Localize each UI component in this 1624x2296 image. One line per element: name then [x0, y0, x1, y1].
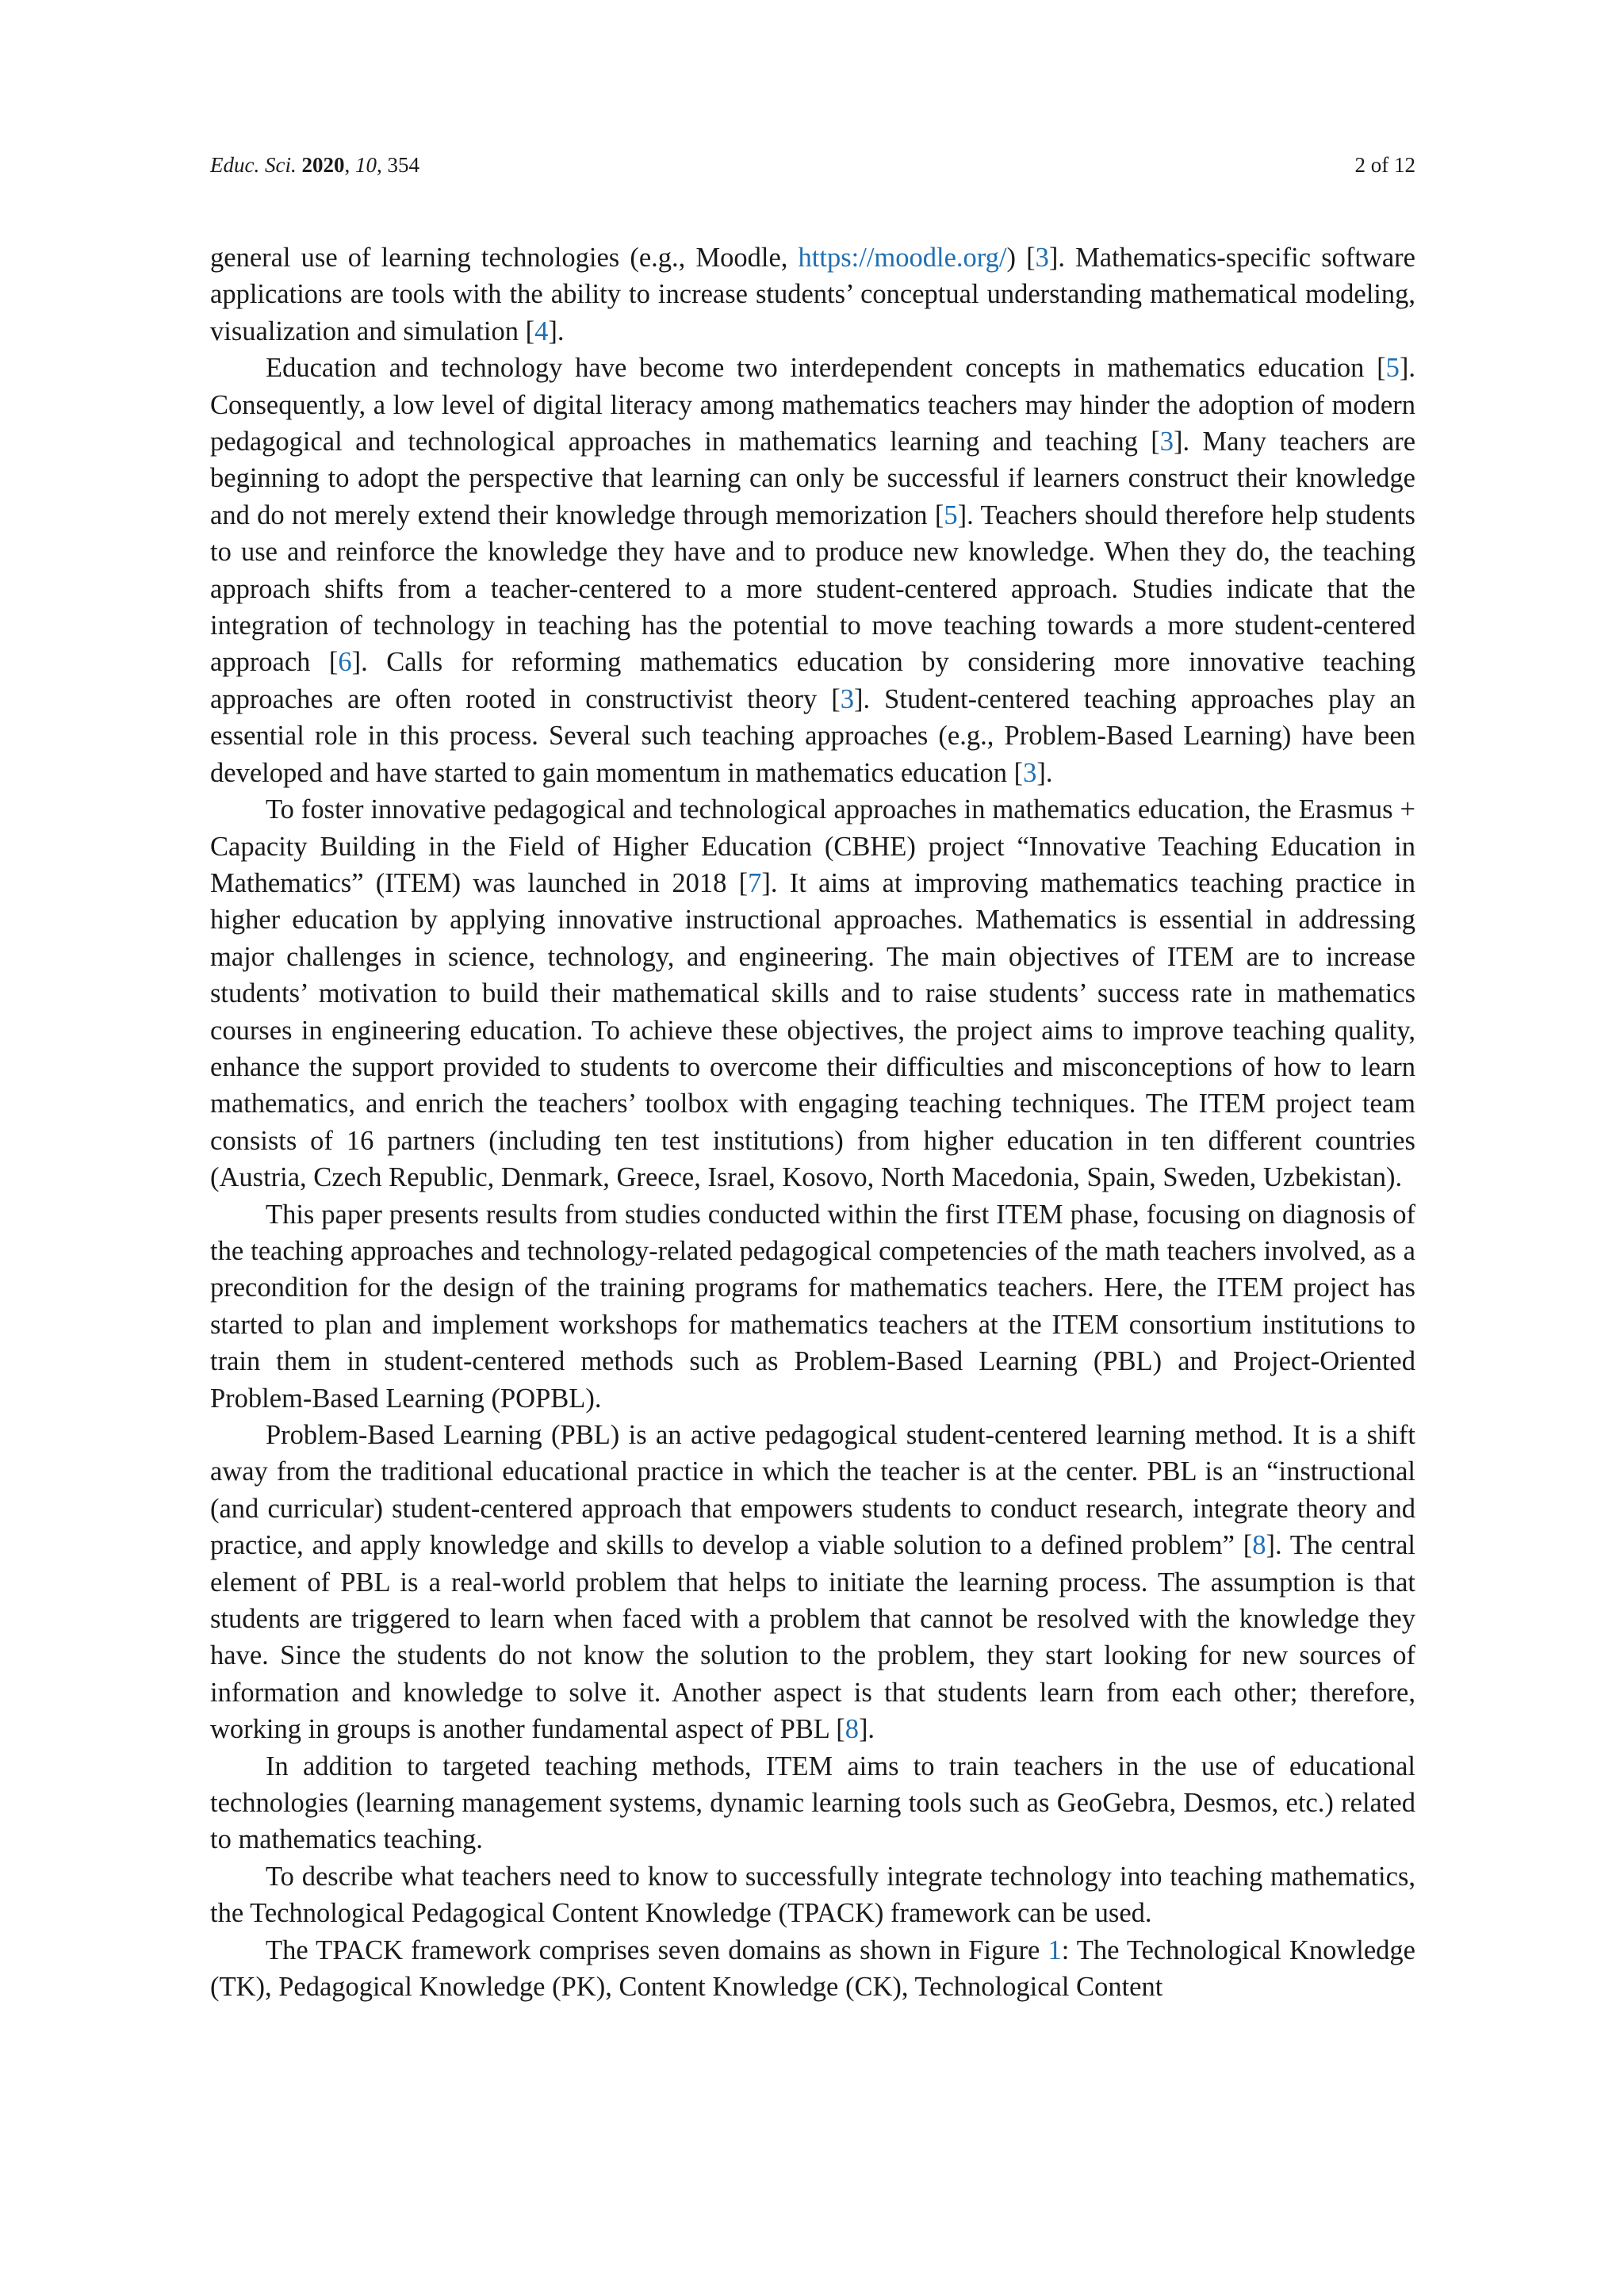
- text-run: To describe what teachers need to know to successfully integrate technology into teaching mathematics, the Technological Pedagogical Content Knowledge (TPACK) framework can be used.: [210, 1861, 1415, 1929]
- paragraph-8: [210, 1932, 1415, 2006]
- journal-abbrev-2: Sci.: [264, 153, 297, 177]
- text-run: ]. Many teachers are beginning to adopt the perspective that learning can only be successful if learners construct their knowledge and do not merely extend their knowledge through memorization [: [210, 427, 1416, 530]
- text-run: The TPACK framework comprises seven domains as shown in Figure: [266, 1934, 1048, 1965]
- text-run: : The Technological Knowledge (TK), Pedagogical Knowledge (PK), Content Knowledge (CK), Technological Content: [210, 1934, 1415, 2003]
- journal-year: 2020: [301, 153, 345, 177]
- journal-citation: Educ. Sci. 2020, 10, 354: [210, 153, 419, 177]
- text-run: ]. The central element of PBL is a real-world problem that helps to initiate the learning process. The assumption is that students are triggered to learn when faced with a problem that cannot be resolved with the knowledge they have. Since the students do not know the solution to the problem, they start looking for new sources of information and knowledge to solve it. Another aspect is that students learn from each other; therefore, working in groups is another fundamental aspect of PBL [: [210, 1530, 1416, 1745]
- citation-link[interactable]: 3: [1159, 427, 1174, 457]
- text-run: ]. Consequently, a low level of digital literacy among mathematics teachers may hinder the adoption of modern pedagogical and technological approaches in mathematics learning and teaching [: [210, 353, 1415, 457]
- citation-link[interactable]: 7: [748, 867, 762, 898]
- paragraph-4: [210, 1196, 1415, 1417]
- citation-link[interactable]: 1: [1048, 1934, 1062, 1965]
- citation-link[interactable]: 4: [534, 316, 549, 346]
- text-run: ].: [858, 1714, 875, 1745]
- paragraph-3: [210, 791, 1415, 1196]
- text-run: general use of learning technologies (e.g., Moodle,: [210, 243, 799, 273]
- running-header: [210, 151, 1415, 179]
- citation-link[interactable]: 3: [840, 683, 855, 714]
- citation-link[interactable]: 8: [845, 1714, 859, 1745]
- text-run: ].: [548, 316, 565, 346]
- paragraph-5: [210, 1417, 1415, 1748]
- citation-link[interactable]: 5: [944, 499, 958, 530]
- text-run: ) [: [1006, 243, 1036, 273]
- paragraph-6: [210, 1748, 1415, 1858]
- citation-link[interactable]: 3: [1023, 757, 1037, 788]
- paragraph-2: [210, 350, 1415, 791]
- text-run: ]. Mathematics-specific software applications are tools with the ability to increase students’ conceptual understanding mathematical modeling, visualization and simulation [: [210, 243, 1415, 346]
- citation-link[interactable]: 8: [1252, 1530, 1266, 1561]
- text-run: To foster innovative pedagogical and technological approaches in mathematics education, the Erasmus + Capacity Building in the Field of Higher Education (CBHE) project “Innovative Teaching Education in Mathematics” (ITEM) was launched in 2018 [: [210, 794, 1415, 898]
- paragraph-1: [210, 239, 1415, 350]
- body-text: [210, 239, 1415, 2006]
- moodle-link[interactable]: https://moodle.org/: [798, 243, 1007, 273]
- journal-volume: 10: [354, 153, 377, 177]
- journal-abbrev: Educ.: [210, 153, 260, 177]
- page-number: 2 of 12: [1354, 153, 1415, 177]
- text-run: This paper presents results from studies conducted within the first ITEM phase, focusing on diagnosis of the teaching approaches and technology-related pedagogical competencies of the math teachers involved, as a precondition for the design of the training programs for mathematics teachers. Here, the ITEM project has started to plan and implement workshops for mathematics teachers at the ITEM consortium institutions to train them in student-centered methods such as Problem-Based Learning (PBL) and Project-Oriented Problem-Based Learning (POPBL).: [210, 1199, 1415, 1414]
- paragraph-7: [210, 1858, 1415, 1932]
- text-run: ]. Calls for reforming mathematics education by considering more innovative teaching approaches are often rooted in constructivist theory [: [210, 647, 1415, 714]
- citation-link[interactable]: 5: [1385, 353, 1400, 384]
- text-run: ]. Teachers should therefore help students to use and reinforce the knowledge they have and to produce new knowledge. When they do, the teaching approach shifts from a teacher-centered to a more student-centered approach. Studies indicate that the integration of technology in teaching has the potential to move teaching towards a more student-centered approach [: [210, 499, 1415, 678]
- text-run: ]. Student-centered teaching approaches play an essential role in this process. Several such teaching approaches (e.g., Problem-Based Learning) have been developed and have started to gain momentum in mathematics education [: [210, 683, 1415, 788]
- text-run: ].: [1036, 757, 1053, 788]
- citation-link[interactable]: 3: [1035, 243, 1049, 273]
- text-run: Problem-Based Learning (PBL) is an active pedagogical student-centered learning method. It is a shift away from the traditional educational practice in which the teacher is at the center. PBL is an “instructional (and curricular) student-centered approach that empowers students to conduct research, integrate theory and practice, and apply knowledge and skills to develop a viable solution to a defined problem” [: [210, 1420, 1415, 1561]
- citation-link[interactable]: 6: [338, 647, 352, 678]
- text-run: Education and technology have become two interdependent concepts in mathematics education [: [266, 353, 1386, 384]
- article-number: , 354: [376, 153, 419, 177]
- text-run: ]. It aims at improving mathematics teaching practice in higher education by applying innovative instructional approaches. Mathematics is essential in addressing major challenges in science, technology, and engineering. The main objectives of ITEM are to increase students’ motivation to build their mathematical skills and to raise students’ success rate in mathematics courses in engineering education. To achieve these objectives, the project aims to improve teaching quality, enhance the support provided to students to overcome their difficulties and misconceptions of how to learn mathematics, and enrich the teachers’ toolbox with engaging teaching techniques. The ITEM project team consists of 16 partners (including ten test institutions) from higher education in ten different countries (Austria, Czech Republic, Denmark, Greece, Israel, Kosovo, North Macedonia, Spain, Sweden, Uzbekistan).: [210, 867, 1415, 1193]
- text-run: In addition to targeted teaching methods, ITEM aims to train teachers in the use of educational technologies (learning management systems, dynamic learning tools such as GeoGebra, Desmos, etc.) related to mathematics teaching.: [210, 1751, 1415, 1855]
